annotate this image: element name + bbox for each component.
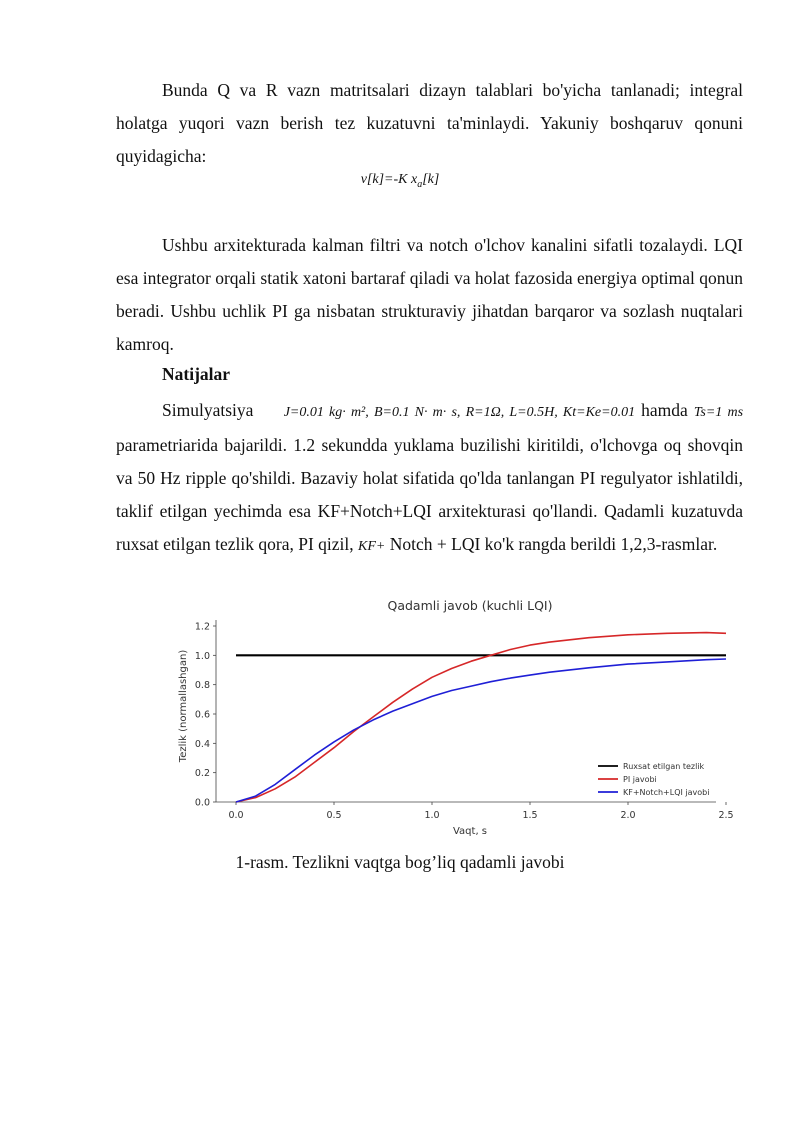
legend-label-1: Ruxsat etilgan tezlik (623, 762, 705, 771)
control-law-equation (0, 172, 800, 190)
chart-legend (598, 762, 709, 797)
sim-description-end: Notch + LQI ko'k rangda berildi 1,2,3-rasmlar. (389, 534, 718, 554)
y-tick-label: 0.2 (194, 768, 210, 780)
sim-word: Simulyatsiya (162, 400, 254, 420)
y-tick-label: 1.0 (194, 650, 210, 662)
x-tick-label: 0.0 (228, 810, 244, 821)
x-tick-label: 0.5 (326, 810, 342, 821)
equation-main: v[k]=-K x (360, 172, 418, 187)
sim-description: parametriarida bajarildi. 1.2 sekundda yuklama buzilishi kiritildi, o'lchovga oq shovqin va 50 Hz ripple qo'shildi. Bazaviy holat sifatida qo'lda tanlangan PI regulyator ishlatildi, taklif etilgan yechimda esa KF+Notch+LQI arxitekturasi qo'llandi. Qadamli kuzatuvda ruxsat etilgan tezlik qora, PI qizil, (116, 435, 743, 554)
x-tick-label: 2.0 (620, 810, 636, 821)
sim-parameters: J=0.01 kg· m², B=0.1 N· m· s, R=1Ω, L=0.5H, Kt=Ke=0.01 (283, 405, 636, 420)
legend-label-2: PI javobi (623, 775, 657, 784)
figure-caption: 1-rasm. Tezlikni vaqtga bog’liq qadamli javobi (235, 852, 565, 872)
x-tick-label: 1.5 (522, 810, 538, 821)
y-axis-label: Tezlik (normallashgan) (178, 649, 189, 763)
y-tick-label: 0.4 (194, 738, 210, 750)
step-response-chart (170, 594, 734, 842)
x-tick-label: 2.5 (718, 810, 734, 821)
x-axis-label: Vaqt, s (452, 826, 488, 837)
kf-label: KF+ (358, 539, 386, 554)
section-heading-results: Natijalar (162, 364, 231, 384)
paragraph-simulation (116, 394, 743, 563)
sim-and: hamda (641, 400, 688, 420)
paragraph-architecture: Ushbu arxitekturada kalman filtri va notch o'lchov kanalini sifatli tozalaydi. LQI esa integrator orqali statik xatoni bartaraf qiladi va holat fazosida energiya optimal qonun beradi. Ushbu uchlik PI ga nisbatan strukturaviy jihatdan barqaror va sozlash nuqtalari kamroq. (116, 235, 743, 354)
y-tick-label: 0.0 (194, 797, 210, 809)
legend-label-3: KF+Notch+LQI javobi (623, 788, 710, 797)
equation-tail: [k] (422, 172, 440, 187)
equation-subscript: a (417, 178, 423, 190)
y-tick-label: 0.6 (194, 709, 210, 721)
chart-title: Qadamli javob (kuchli LQI) (387, 598, 553, 613)
y-tick-label: 1.2 (194, 621, 210, 633)
y-tick-label: 0.8 (194, 680, 210, 692)
x-tick-label: 1.0 (424, 810, 440, 821)
sample-time: Ts=1 ms (693, 405, 744, 420)
paragraph-weights: Bunda Q va R vazn matritsalari dizayn talablari bo'yicha tanlanadi; integral holatga yuqori vazn berish tez kuzatuvni ta'minlaydi. Yakuniy boshqaruv qonuni quyidagicha: (116, 80, 743, 166)
